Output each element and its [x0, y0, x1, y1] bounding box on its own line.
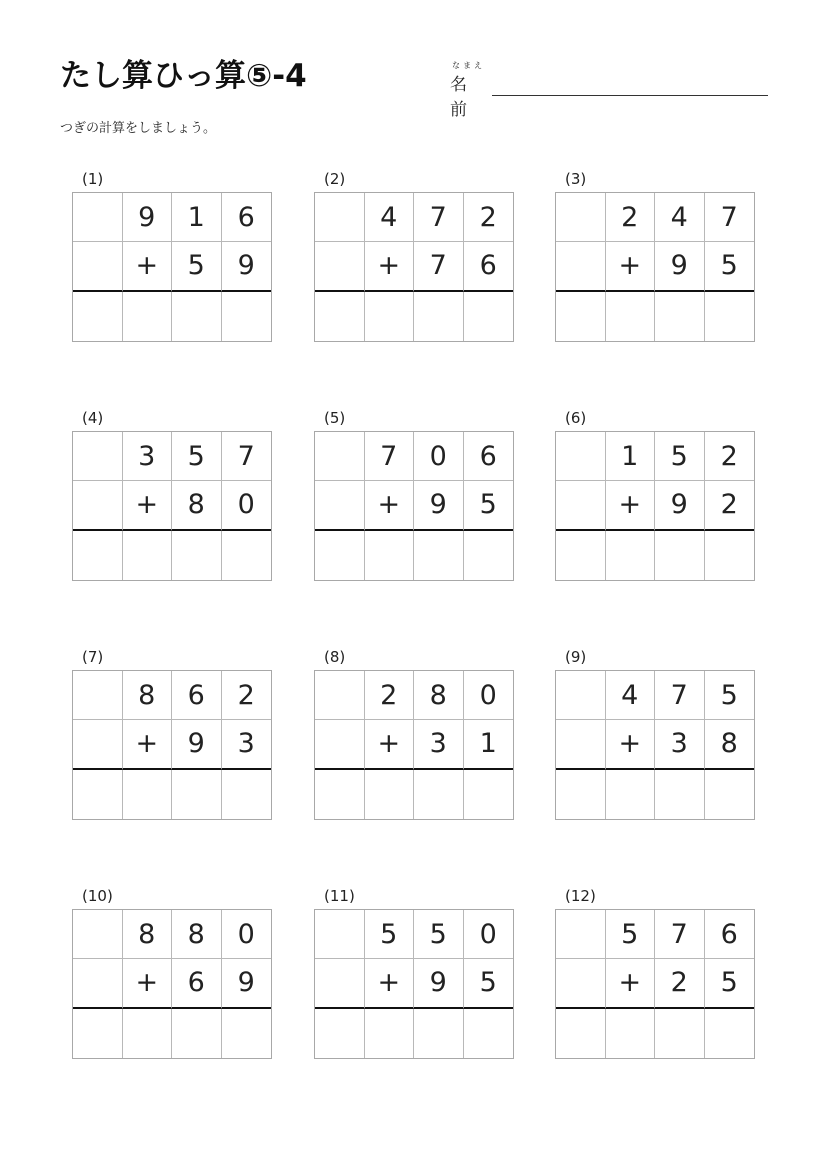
addend-digit-cell — [73, 432, 123, 481]
problem-number: (10) — [82, 887, 113, 905]
addend-digit-cell: 0 — [414, 432, 464, 481]
addend-digit-cell: 0 — [464, 671, 514, 720]
problem-number: (6) — [565, 409, 587, 427]
addend2-digit-cell — [315, 242, 365, 291]
addend2-digit-cell — [73, 720, 123, 769]
addend2-digit-cell: 8 — [172, 481, 222, 530]
answer-cell[interactable] — [414, 292, 464, 341]
answer-cell[interactable] — [705, 770, 755, 819]
answer-cell[interactable] — [222, 292, 272, 341]
answer-cell[interactable] — [606, 531, 656, 580]
addend2-digit-cell: 9 — [655, 481, 705, 530]
addend2-digit-cell: + — [123, 959, 173, 1008]
instruction-text: つぎの計算をしましょう。 — [60, 121, 217, 136]
addend2-digit-cell: 3 — [222, 720, 272, 769]
addend2-digit-cell: + — [123, 720, 173, 769]
addend-digit-cell: 8 — [123, 910, 173, 959]
addend-digit-cell: 6 — [464, 432, 514, 481]
answer-cell[interactable] — [606, 770, 656, 819]
problem-grid — [314, 431, 514, 581]
problem-grid — [72, 431, 272, 581]
answer-cell[interactable] — [556, 292, 606, 341]
addend-digit-cell: 7 — [655, 671, 705, 720]
answer-cell[interactable] — [705, 531, 755, 580]
answer-cell[interactable] — [606, 292, 656, 341]
answer-cell[interactable] — [315, 531, 365, 580]
problem-number: (5) — [324, 409, 346, 427]
addend-digit-cell: 2 — [365, 671, 415, 720]
problem-grid — [555, 670, 755, 820]
addend2-digit-cell: 3 — [414, 720, 464, 769]
answer-cell[interactable] — [123, 292, 173, 341]
addend-digit-cell: 5 — [365, 910, 415, 959]
answer-cell[interactable] — [655, 292, 705, 341]
addend2-digit-cell: 9 — [222, 959, 272, 1008]
addend2-digit-cell — [315, 959, 365, 1008]
addend2-digit-cell: + — [606, 720, 656, 769]
addend-digit-cell: 5 — [414, 910, 464, 959]
addend2-digit-cell — [556, 481, 606, 530]
addend2-digit-cell: 9 — [655, 242, 705, 291]
addend2-digit-cell: 6 — [172, 959, 222, 1008]
addend-digit-cell: 6 — [172, 671, 222, 720]
answer-cell[interactable] — [172, 1009, 222, 1058]
addend-digit-cell: 9 — [123, 193, 173, 242]
addend2-digit-cell: 0 — [222, 481, 272, 530]
addend2-digit-cell — [73, 481, 123, 530]
addend2-digit-cell — [556, 959, 606, 1008]
addend2-digit-cell: 7 — [414, 242, 464, 291]
answer-cell[interactable] — [464, 1009, 514, 1058]
addend2-digit-cell: 2 — [655, 959, 705, 1008]
addend2-digit-cell: 5 — [464, 481, 514, 530]
addend-digit-cell: 7 — [655, 910, 705, 959]
addend-digit-cell — [315, 671, 365, 720]
addend2-digit-cell: 9 — [414, 959, 464, 1008]
answer-cell[interactable] — [365, 1009, 415, 1058]
answer-cell[interactable] — [222, 531, 272, 580]
addend-digit-cell: 0 — [464, 910, 514, 959]
addend-digit-cell: 8 — [123, 671, 173, 720]
addend2-digit-cell: 6 — [464, 242, 514, 291]
name-label: 名前 — [450, 75, 467, 120]
answer-cell[interactable] — [73, 770, 123, 819]
addend-digit-cell: 3 — [123, 432, 173, 481]
addend-digit-cell: 5 — [172, 432, 222, 481]
addend2-digit-cell: + — [365, 481, 415, 530]
addend2-digit-cell: 1 — [464, 720, 514, 769]
answer-cell[interactable] — [222, 1009, 272, 1058]
addend2-digit-cell: 3 — [655, 720, 705, 769]
answer-cell[interactable] — [606, 1009, 656, 1058]
problem-number: (12) — [565, 887, 596, 905]
addend-digit-cell: 1 — [606, 432, 656, 481]
answer-cell[interactable] — [414, 1009, 464, 1058]
worksheet-title: たし算ひっ算⑤-4 — [60, 58, 307, 94]
addend-digit-cell — [556, 432, 606, 481]
addend-digit-cell — [556, 910, 606, 959]
addend-digit-cell: 4 — [365, 193, 415, 242]
addend-digit-cell: 1 — [172, 193, 222, 242]
problem-number: (9) — [565, 648, 587, 666]
addend2-digit-cell — [556, 720, 606, 769]
answer-cell[interactable] — [414, 531, 464, 580]
problem-number: (2) — [324, 170, 346, 188]
addend-digit-cell: 7 — [414, 193, 464, 242]
addend2-digit-cell: 5 — [705, 959, 755, 1008]
problem-grid — [72, 909, 272, 1059]
addend-digit-cell — [315, 193, 365, 242]
answer-cell[interactable] — [655, 770, 705, 819]
addend2-digit-cell: 9 — [414, 481, 464, 530]
answer-cell[interactable] — [123, 531, 173, 580]
addend-digit-cell — [315, 910, 365, 959]
name-ruby: なまえ — [452, 61, 485, 70]
addend-digit-cell: 5 — [606, 910, 656, 959]
answer-cell[interactable] — [123, 770, 173, 819]
addend2-digit-cell: + — [606, 242, 656, 291]
addend2-digit-cell: 2 — [705, 481, 755, 530]
addend2-digit-cell — [73, 959, 123, 1008]
addend2-digit-cell: + — [606, 959, 656, 1008]
problem-grid — [314, 909, 514, 1059]
answer-cell[interactable] — [556, 1009, 606, 1058]
addend-digit-cell — [556, 193, 606, 242]
addend-digit-cell — [315, 432, 365, 481]
problem-number: (8) — [324, 648, 346, 666]
problem-grid — [72, 192, 272, 342]
answer-cell[interactable] — [172, 292, 222, 341]
answer-cell[interactable] — [414, 770, 464, 819]
addend-digit-cell: 6 — [222, 193, 272, 242]
answer-cell[interactable] — [556, 770, 606, 819]
addend2-digit-cell: + — [365, 242, 415, 291]
answer-cell[interactable] — [315, 1009, 365, 1058]
answer-cell[interactable] — [705, 292, 755, 341]
addend2-digit-cell: 8 — [705, 720, 755, 769]
problem-number: (7) — [82, 648, 104, 666]
answer-cell[interactable] — [365, 531, 415, 580]
addend-digit-cell — [73, 671, 123, 720]
problem-number: (11) — [324, 887, 355, 905]
answer-cell[interactable] — [655, 531, 705, 580]
addend-digit-cell: 2 — [705, 432, 755, 481]
problem-grid — [555, 909, 755, 1059]
addend2-digit-cell: + — [365, 720, 415, 769]
answer-cell[interactable] — [315, 770, 365, 819]
answer-cell[interactable] — [556, 531, 606, 580]
addend2-digit-cell: 5 — [464, 959, 514, 1008]
addend-digit-cell: 5 — [655, 432, 705, 481]
problem-grid — [314, 670, 514, 820]
addend2-digit-cell — [315, 720, 365, 769]
name-input-line[interactable] — [492, 95, 768, 96]
addend2-digit-cell: 5 — [172, 242, 222, 291]
addend-digit-cell — [73, 910, 123, 959]
addend-digit-cell — [73, 193, 123, 242]
addend2-digit-cell: + — [365, 959, 415, 1008]
answer-cell[interactable] — [73, 1009, 123, 1058]
addend2-digit-cell: + — [123, 481, 173, 530]
addend-digit-cell: 2 — [464, 193, 514, 242]
problem-grid — [314, 192, 514, 342]
answer-cell[interactable] — [73, 531, 123, 580]
answer-cell[interactable] — [73, 292, 123, 341]
answer-cell[interactable] — [222, 770, 272, 819]
problem-number: (4) — [82, 409, 104, 427]
problem-number: (1) — [82, 170, 104, 188]
addend2-digit-cell — [73, 242, 123, 291]
answer-cell[interactable] — [464, 292, 514, 341]
addend-digit-cell: 5 — [705, 671, 755, 720]
answer-cell[interactable] — [123, 1009, 173, 1058]
addend-digit-cell: 4 — [606, 671, 656, 720]
answer-cell[interactable] — [315, 292, 365, 341]
addend-digit-cell: 8 — [172, 910, 222, 959]
addend-digit-cell: 4 — [655, 193, 705, 242]
addend2-digit-cell: 9 — [172, 720, 222, 769]
addend-digit-cell: 8 — [414, 671, 464, 720]
answer-cell[interactable] — [705, 1009, 755, 1058]
addend-digit-cell — [556, 671, 606, 720]
problem-grid — [555, 431, 755, 581]
addend-digit-cell: 7 — [222, 432, 272, 481]
addend2-digit-cell — [315, 481, 365, 530]
answer-cell[interactable] — [172, 531, 222, 580]
addend2-digit-cell: + — [123, 242, 173, 291]
problem-grid — [555, 192, 755, 342]
problem-grid — [72, 670, 272, 820]
answer-cell[interactable] — [464, 770, 514, 819]
problem-number: (3) — [565, 170, 587, 188]
answer-cell[interactable] — [172, 770, 222, 819]
addend-digit-cell: 6 — [705, 910, 755, 959]
addend2-digit-cell: 5 — [705, 242, 755, 291]
addend2-digit-cell — [556, 242, 606, 291]
answer-cell[interactable] — [655, 1009, 705, 1058]
answer-cell[interactable] — [365, 770, 415, 819]
answer-cell[interactable] — [365, 292, 415, 341]
addend-digit-cell: 2 — [606, 193, 656, 242]
addend-digit-cell: 7 — [365, 432, 415, 481]
addend2-digit-cell: 9 — [222, 242, 272, 291]
answer-cell[interactable] — [464, 531, 514, 580]
addend-digit-cell: 7 — [705, 193, 755, 242]
addend-digit-cell: 2 — [222, 671, 272, 720]
addend2-digit-cell: + — [606, 481, 656, 530]
addend-digit-cell: 0 — [222, 910, 272, 959]
